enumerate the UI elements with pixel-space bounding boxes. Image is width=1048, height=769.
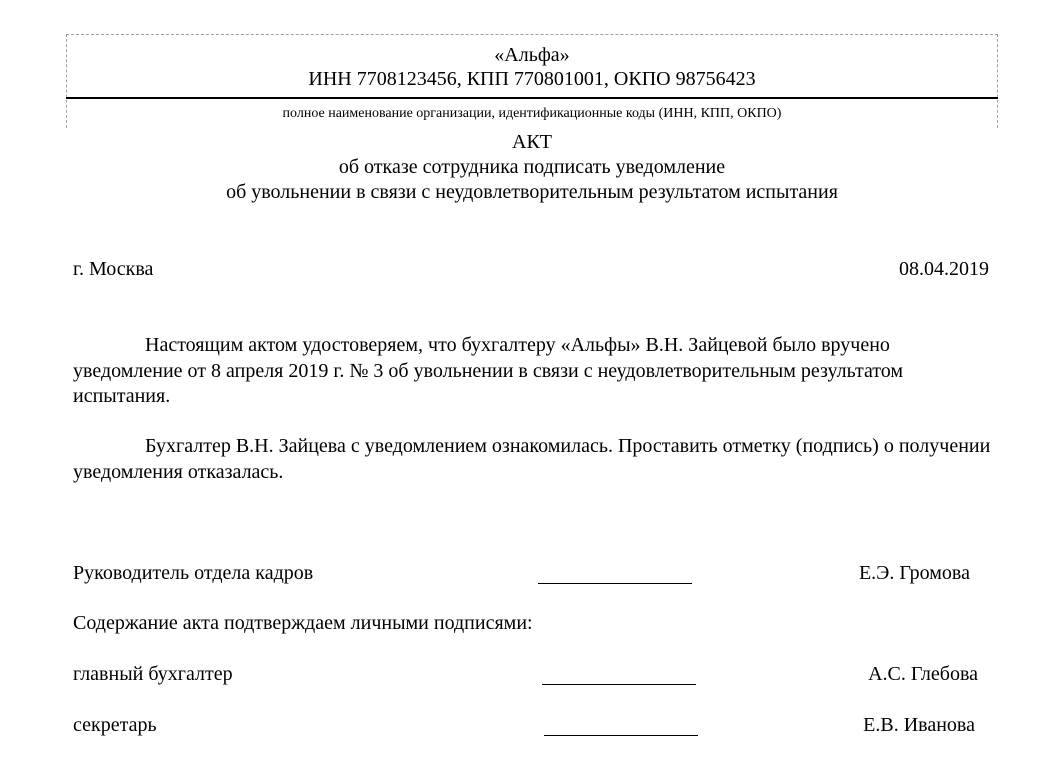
signature-row-head [73, 561, 991, 587]
signature-name: Е.Э. Громова [858, 562, 970, 584]
header-underline [66, 97, 998, 99]
body-paragraph-1: Настоящим актом удостоверяем, что бухгалтеру «Альфы» В.Н. Зайцевой было вручено уведомление от 8 апреля 2019 г. № 3 об увольнении в связи с неудовлетворительным результатом испытания. [73, 334, 904, 407]
body-paragraph-2: Бухгалтер В.Н. Зайцева с уведомлением ознакомилась. Проставить отметку (подпись) о получении уведомления отказалась. [73, 435, 991, 483]
title-line-3: об увольнении в связи с неудовлетворительным результатом испытания [226, 181, 838, 203]
signature-role: Руководитель отдела кадров [73, 562, 314, 584]
signature-line [542, 684, 696, 685]
organization-codes: ИНН 7708123456, КПП 770801001, ОКПО 98756423 [308, 68, 756, 90]
signature-name: Е.В. Иванова [863, 714, 975, 736]
title-line-2: об отказе сотрудника подписать уведомление [338, 156, 726, 178]
organization-name: «Альфа» [494, 44, 570, 66]
confirmation-text: Содержание акта подтверждаем личными подписями: [73, 612, 533, 634]
document-title [66, 130, 998, 205]
signature-row-secretary [73, 713, 991, 739]
signature-role: секретарь [73, 714, 157, 736]
signature-line [538, 583, 692, 584]
signature-line [544, 735, 698, 736]
document-place: г. Москва [73, 258, 154, 280]
title-line-1: АКТ [512, 131, 552, 153]
signature-row-chief-accountant [73, 662, 991, 688]
signature-role: главный бухгалтер [73, 663, 233, 685]
organization-header [66, 34, 998, 128]
document-date: 08.04.2019 [899, 258, 989, 280]
header-caption: полное наименование организации, идентификационные коды (ИНН, КПП, ОКПО) [282, 106, 782, 121]
signature-name: А.С. Глебова [868, 663, 978, 685]
